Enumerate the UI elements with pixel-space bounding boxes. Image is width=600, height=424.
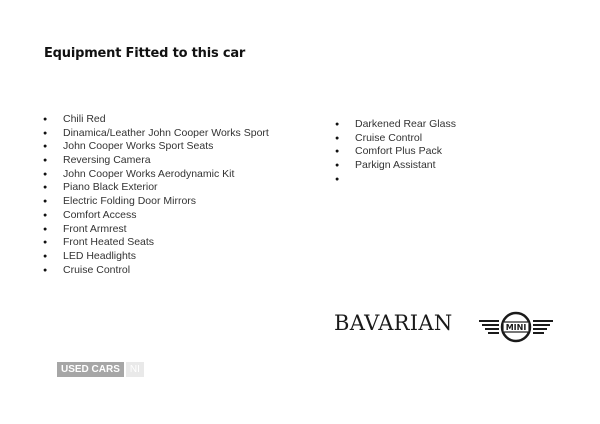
equipment-item-label: John Cooper Works Sport Seats [63, 140, 214, 153]
bullet-icon: ● [43, 129, 48, 137]
bullet-icon: ● [335, 175, 340, 183]
equipment-item-label: Darkened Rear Glass [355, 118, 456, 130]
equipment-item [43, 154, 269, 168]
equipment-item-label: Electric Folding Door Mirrors [63, 195, 197, 208]
bullet-icon: ● [43, 211, 48, 219]
equipment-item [335, 173, 456, 187]
equipment-item-label: Cruise Control [63, 263, 131, 276]
bullet-icon: ● [43, 157, 48, 165]
bullet-icon: ● [43, 198, 48, 206]
equipment-item [43, 113, 269, 127]
equipment-item-label: Parkign Assistant [355, 159, 436, 172]
bullet-icon: ● [43, 252, 48, 260]
equipment-item-label: Dinamica/Leather John Cooper Works Sport [63, 126, 269, 139]
bullet-icon: ● [335, 162, 340, 170]
bavarian-logo: BAVARIAN [334, 311, 453, 335]
equipment-item [43, 236, 269, 250]
equipment-item-label: Comfort Access [63, 208, 137, 221]
equipment-item [43, 181, 269, 195]
used-cars-label: USED CARS [57, 362, 124, 377]
bullet-icon: ● [43, 143, 48, 151]
equipment-item [43, 167, 269, 182]
equipment-item [43, 208, 269, 223]
mini-logo-icon [477, 311, 555, 343]
bullet-icon: ● [43, 266, 48, 274]
equipment-item-label: Piano Black Exterior [63, 181, 158, 194]
equipment-item [335, 159, 456, 173]
equipment-item-label: Cruise Control [355, 131, 423, 144]
bullet-icon: ● [335, 148, 340, 156]
used-cars-ni-badge [57, 362, 144, 377]
equipment-item [43, 126, 269, 141]
equipment-item [43, 195, 269, 209]
equipment-item-label: LED Headlights [63, 249, 136, 262]
equipment-item [43, 222, 269, 237]
equipment-item [43, 263, 269, 278]
equipment-item [43, 140, 269, 154]
equipment-list-left [43, 113, 269, 277]
equipment-item [335, 145, 456, 159]
bullet-icon: ● [335, 134, 340, 142]
equipment-item-label: Reversing Camera [63, 154, 151, 167]
equipment-item-label: Chili Red [63, 113, 106, 125]
equipment-item-label: Comfort Plus Pack [355, 145, 442, 158]
bullet-icon: ● [43, 116, 48, 123]
equipment-item [43, 249, 269, 264]
ni-label: NI [126, 362, 144, 377]
bullet-icon: ● [43, 170, 48, 178]
page-title: Equipment Fitted to this car [44, 46, 246, 61]
equipment-item-label: John Cooper Works Aerodynamic Kit [63, 167, 235, 180]
equipment-item-label: Front Armrest [63, 222, 127, 235]
equipment-item [335, 118, 456, 132]
equipment-item [335, 131, 456, 146]
equipment-list-right [335, 118, 456, 186]
bullet-icon: ● [43, 239, 48, 247]
mini-logo-text: MINI [505, 323, 527, 333]
bullet-icon: ● [43, 225, 48, 233]
bullet-icon: ● [43, 184, 48, 192]
bullet-icon: ● [335, 121, 340, 128]
equipment-item-label: Front Heated Seats [63, 236, 155, 249]
